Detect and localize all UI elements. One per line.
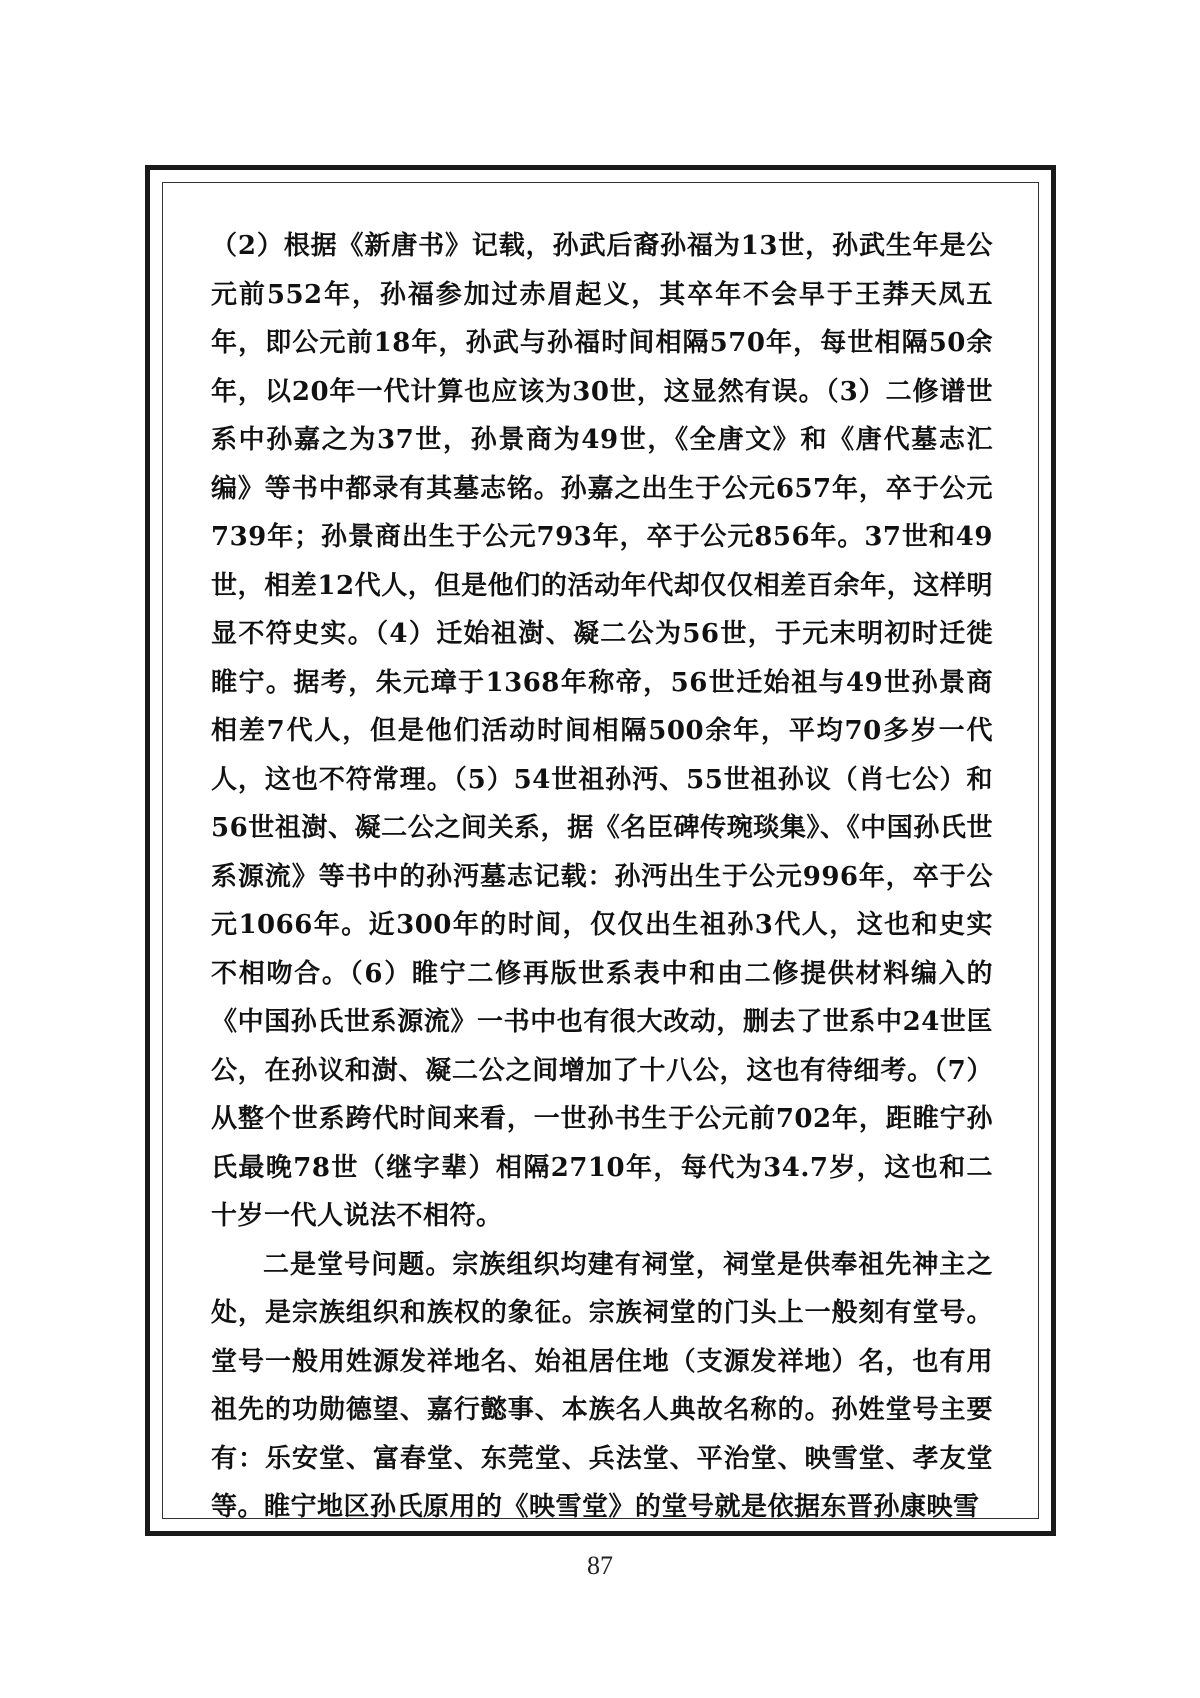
body-text	[211, 222, 993, 1532]
paragraph-genealogy-issues: （2）根据《新唐书》记载，孙武后裔孙福为13世，孙武生年是公元前552年，孙福参加过赤眉起义，其卒年不会早于王莽天凤五年，即公元前18年，孙武与孙福时间相隔570年，每世相隔50余年，以20年一代计算也应该为30世，这显然有误。（3）二修谱世系中孙嘉之为37世，孙景商为49世，《全唐文》和《唐代墓志汇编》等书中都录有其墓志铭。孙嘉之出生于公元657年，卒于公元739年；孙景商出生于公元793年，卒于公元856年。37世和49世，相差12代人，但是他们的活动年代却仅仅相差百余年，这样明显不符史实。（4）迁始祖澍、凝二公为56世，于元末明初时迁徙睢宁。据考，朱元璋于1368年称帝，56世迁始祖与49世孙景商相差7代人，但是他们活动时间相隔500余年，平均70多岁一代人，这也不符常理。（5）54世祖孙沔、55世祖孙议（肖七公）和56世祖澍、凝二公之间关系，据《名臣碑传琬琰集》、《中国孙氏世系源流》等书中的孙沔墓志记载：孙沔出生于公元996年，卒于公元1066年。近300年的时间，仅仅出生祖孙3代人，这也和史实不相吻合。（6）睢宁二修再版世系表中和由二修提供材料编入的《中国孙氏世系源流》一书中也有很大改动，删去了世系中24世匡公，在孙议和澍、凝二公之间增加了十八公，这也有待细考。（7）从整个世系跨代时间来看，一世孙书生于公元前702年，距睢宁孙氏最晚78世（继字辈）相隔2710年，每代为34.7岁，这也和二十岁一代人说法不相符。	[211, 231, 993, 1231]
paragraph-hall-name: 二是堂号问题。宗族组织均建有祠堂，祠堂是供奉祖先神主之处，是宗族组织和族权的象征。宗族祠堂的门头上一般刻有堂号。堂号一般用姓源发祥地名、始祖居住地（支源发祥地）名，也有用祖先的功勋德望、嘉行懿事、本族名人典故名称的。孙姓堂号主要有：乐安堂、富春堂、东莞堂、兵法堂、平治堂、映雪堂、孝友堂等。睢宁地区孙氏原用的《映雪堂》的堂号就是依据东晋孙康映雪	[211, 1249, 993, 1522]
page-number: 87	[587, 1551, 613, 1580]
